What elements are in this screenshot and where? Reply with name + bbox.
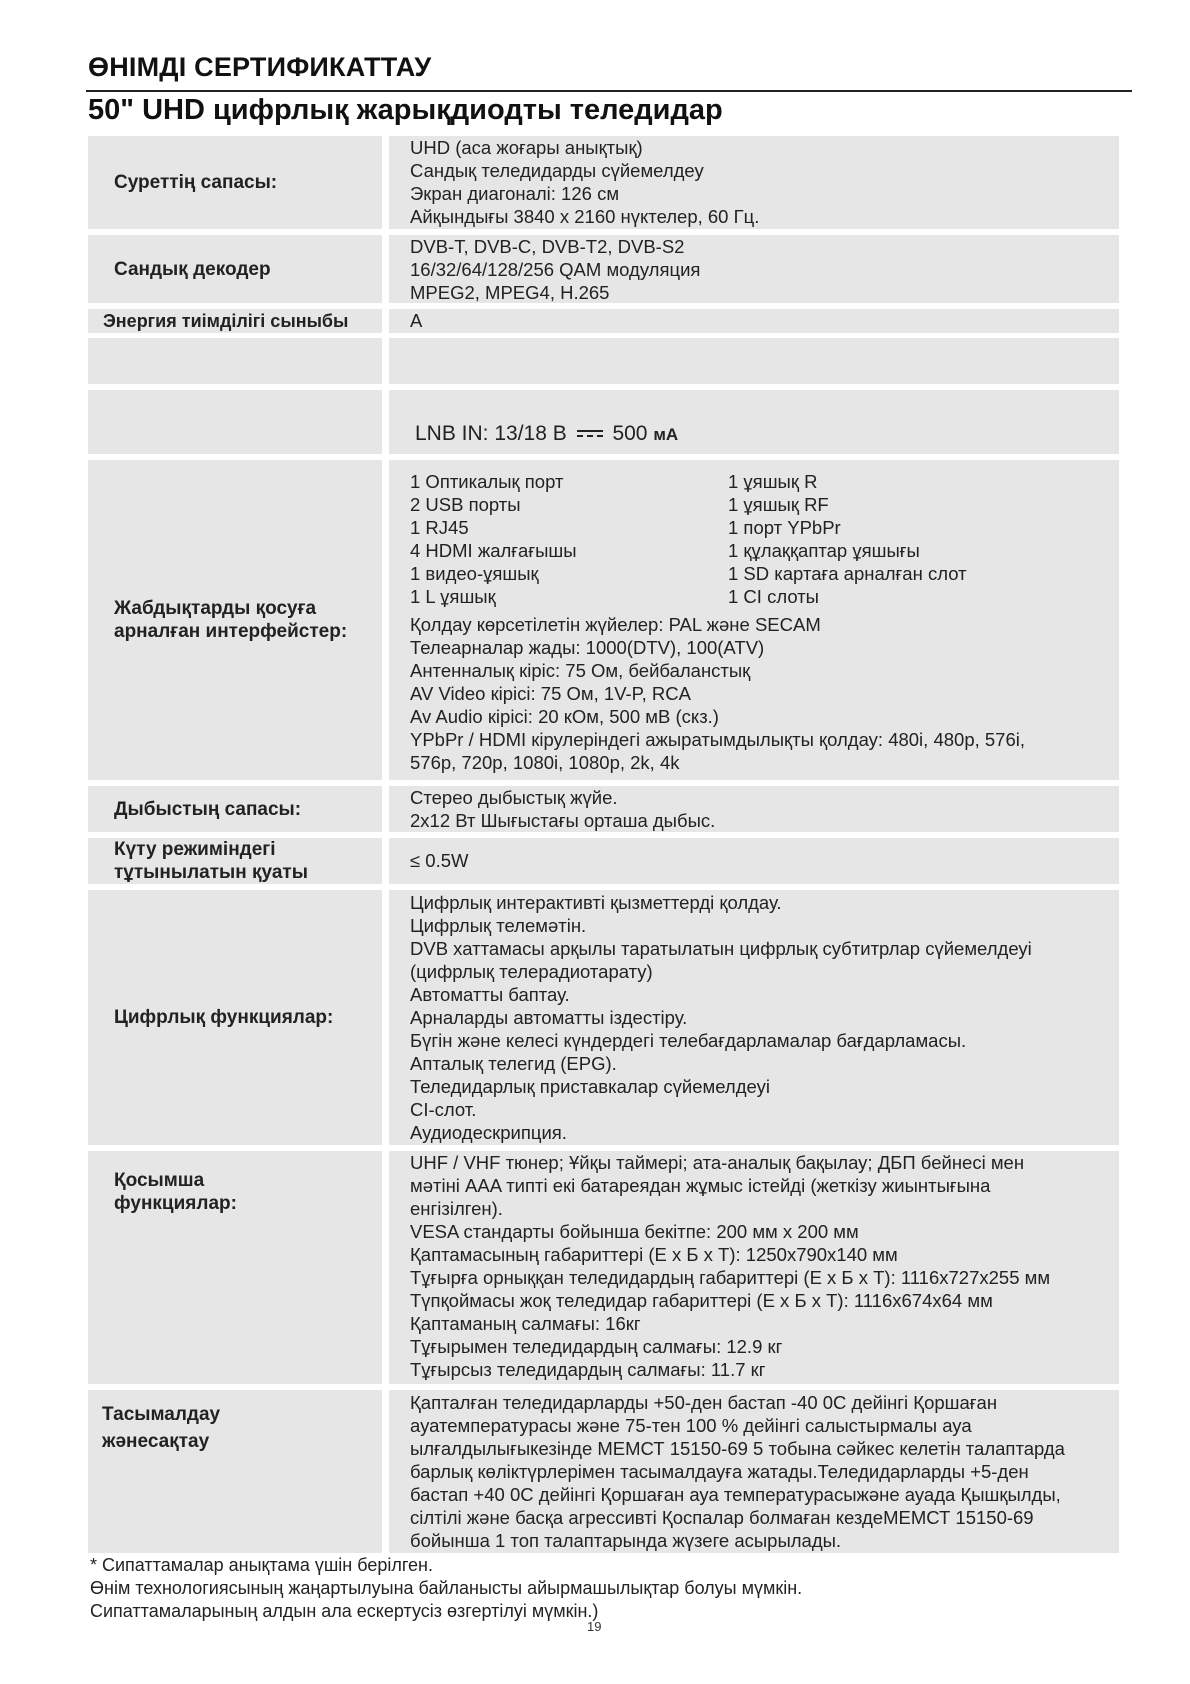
spec-line: ауатемпературасы және 75-тен 100 % дейінгі салыстырмалы ауа xyxy=(410,1415,972,1436)
spec-line: MPEG2, MPEG4, H.265 xyxy=(410,282,610,303)
title-divider xyxy=(86,90,1132,92)
spec-line: Цифрлық телемәтін. xyxy=(410,915,587,936)
spec-line: 2x12 Вт Шығыстағы орташа дыбыс. xyxy=(410,810,716,831)
port-item: 4 HDMI жалғағышы xyxy=(410,540,577,561)
spec-value xyxy=(389,1151,1119,1384)
spec-value xyxy=(389,136,1119,229)
spec-line: Қаптаманың салмағы: 16кг xyxy=(410,1313,641,1334)
spec-line: CI-слот. xyxy=(410,1099,477,1120)
port-item: 1 құлаққаптар ұяшығы xyxy=(728,540,920,561)
spec-line: DVB хаттамасы арқылы таратылатын цифрлық субтитрлар сүйемелдеуі xyxy=(410,938,1032,959)
spec-value xyxy=(389,786,1119,832)
spec-line: A xyxy=(410,310,423,331)
spec-label: Тасымалдау жәнесақтау xyxy=(88,1390,382,1553)
spec-row-lnb xyxy=(88,390,1119,454)
ports-right-list xyxy=(728,470,967,608)
spec-row-energy xyxy=(88,309,1119,333)
footnote: * Сипаттамалар анықтама үшін берілген. xyxy=(90,1555,433,1575)
spec-line: Арналарды автоматты іздестіру. xyxy=(410,1007,688,1028)
spec-label: Дыбыстың сапасы: xyxy=(88,786,382,832)
spec-line: Қаптамасының габариттері (Е х Б х Т): 1250x790x140 мм xyxy=(410,1244,898,1265)
spec-label-empty xyxy=(88,338,382,384)
spec-line: YPbPr / HDMI кірулеріндегі ажыратымдылықты қолдау: 480i, 480p, 576i, xyxy=(410,729,1025,750)
spec-row-digital xyxy=(88,890,1119,1145)
spec-line: ≤ 0.5W xyxy=(410,850,469,871)
port-item: 1 ұяшық R xyxy=(728,471,818,492)
spec-line: Қолдау көрсетілетін жүйелер: PAL және SECAM xyxy=(410,614,821,635)
spec-row-picture xyxy=(88,136,1119,229)
spec-line: Экран диагоналі: 126 см xyxy=(410,183,620,204)
spec-line: бастап +40 0С дейінгі Қоршаған ауа температурасыжәне ауада Қышқылды, xyxy=(410,1484,1061,1505)
spec-value xyxy=(389,390,1119,454)
spec-line: UHD (аса жоғары анықтық) xyxy=(410,137,643,158)
interface-details xyxy=(410,613,1025,774)
spec-line: Av Audio кірісі: 20 кОм, 500 мВ (скз.) xyxy=(410,706,719,727)
spec-row-extra xyxy=(88,1151,1119,1384)
spec-label: Қосымша функциялар: xyxy=(88,1151,382,1384)
spec-row-standby xyxy=(88,838,1119,884)
port-item: 1 видео-ұяшық xyxy=(410,563,539,584)
footnote: Өнім технологиясының жаңартылуына байланысты айырмашылықтар болуы мүмкін. xyxy=(90,1578,803,1598)
spec-line: AV Video кірісі: 75 Ом, 1V-P, RCA xyxy=(410,683,691,704)
spec-line: Тұғырға орныққан теледидардың габариттері (Е х Б х Т): 1116x727x255 мм xyxy=(410,1267,1051,1288)
spec-line: Аудиодескрипция. xyxy=(410,1122,567,1143)
spec-label: Жабдықтарды қосуға арналған интерфейстер: xyxy=(88,460,382,780)
spec-line: бойынша 1 топ талаптарында жүзеге асырылады. xyxy=(410,1530,842,1551)
spec-label: Суреттің сапасы: xyxy=(88,136,382,229)
spec-line: сілтілі және басқа агрессивті Қоспалар болмаған кездеМЕМСТ 15150-69 xyxy=(410,1507,1034,1528)
spec-line: Теледидарлық приставкалар сүйемелдеуі xyxy=(410,1076,770,1097)
spec-line: енгізілген). xyxy=(410,1198,503,1219)
spec-label: Сандық декодер xyxy=(88,235,382,303)
spec-row-interfaces xyxy=(88,460,1119,780)
section-title: ӨНІМДІ СЕРТИФИКАТТАУ xyxy=(88,52,432,82)
spec-line: Тұғырсыз теледидардың салмағы: 11.7 кг xyxy=(410,1359,766,1380)
spec-line: барлық көліктүрлерімен тасымалдауға жатады.Теледидарларды +5-ден xyxy=(410,1461,1029,1482)
spec-line: Стерео дыбыстық жүйе. xyxy=(410,787,618,808)
spec-line: Апталық телегид (EPG). xyxy=(410,1053,617,1074)
spec-line: ылғалдылығыкезінде МЕМСТ 15150-69 5 тобына сәйкес келетін талаптарда xyxy=(410,1438,1065,1459)
spec-line: (цифрлық телерадиотарату) xyxy=(410,961,653,982)
spec-line: Телеарналар жады: 1000(DTV), 100(ATV) xyxy=(410,637,765,658)
spec-value xyxy=(389,309,1119,333)
port-item: 1 RJ45 xyxy=(410,517,469,538)
spec-line: UHF / VHF тюнер; Ұйқы таймері; ата-аналық бақылау; ДБП бейнесі мен xyxy=(410,1152,1025,1173)
port-item: 1 порт YPbPr xyxy=(728,517,841,538)
dc-symbol-icon xyxy=(577,429,603,439)
spec-line: мәтіні AAA типті екі батареядан жұмыс істейді (жеткізу жиынтығына xyxy=(410,1175,991,1196)
spec-label: Энергия тиімділігі сыныбы xyxy=(88,309,382,333)
port-item: 1 Оптикалық порт xyxy=(410,471,564,492)
spec-row-decoder xyxy=(88,235,1119,303)
spec-value xyxy=(389,235,1119,303)
spec-row-transport xyxy=(88,1390,1119,1553)
lnb-input-spec xyxy=(415,422,678,446)
spec-line: Айқындығы 3840 х 2160 нүктелер, 60 Гц. xyxy=(410,206,760,227)
spec-label: Күту режиміндегі тұтынылатын қуаты xyxy=(88,838,382,884)
spec-line: VESA стандарты бойынша бекітпе: 200 мм х 200 мм xyxy=(410,1221,859,1242)
spec-line: Түпқоймасы жоқ теледидар габариттері (Е х Б х Т): 1116x674x64 мм xyxy=(410,1290,993,1311)
spec-value xyxy=(389,890,1119,1145)
page-number: 19 xyxy=(587,1619,602,1634)
ports-left-list xyxy=(410,470,577,608)
spec-line: Қапталған теледидарларды +50-ден бастап -40 0С дейінгі Қоршаған xyxy=(410,1392,998,1413)
port-item: 1 L ұяшық xyxy=(410,586,496,607)
spec-line: Антенналық кіріс: 75 Ом, бейбаланстық xyxy=(410,660,751,681)
spec-label: Цифрлық функциялар: xyxy=(88,890,382,1145)
port-item: 2 USB порты xyxy=(410,494,521,515)
product-title: 50" UHD цифрлық жарықдиодты теледидар xyxy=(88,94,723,126)
port-item: 1 CI слоты xyxy=(728,586,819,607)
spec-row-empty xyxy=(88,338,1119,384)
spec-line: DVB-T, DVB-C, DVB-T2, DVB-S2 xyxy=(410,236,685,257)
spec-value xyxy=(389,1390,1119,1553)
spec-value-empty xyxy=(389,338,1119,384)
lnb-text: LNB IN: 13/18 В xyxy=(415,422,567,445)
spec-label-empty xyxy=(88,390,382,454)
spec-line: Бүгін және келесі күндердегі телебағдарламалар бағдарламасы. xyxy=(410,1030,967,1051)
spec-line: Сандық теледидарды сүйемелдеу xyxy=(410,160,704,181)
port-item: 1 SD картаға арналған слот xyxy=(728,563,967,584)
spec-line: Автоматты баптау. xyxy=(410,984,570,1005)
port-item: 1 ұяшық RF xyxy=(728,494,829,515)
spec-line: 16/32/64/128/256 QAM модуляция xyxy=(410,259,701,280)
spec-line: 576p, 720p, 1080i, 1080p, 2k, 4k xyxy=(410,752,680,773)
spec-row-sound xyxy=(88,786,1119,832)
lnb-current: 500 xyxy=(612,422,648,445)
spec-value xyxy=(389,460,1119,780)
spec-value xyxy=(389,838,1119,884)
footnote: Сипаттамаларының алдын ала ескертусіз өзгертілуі мүмкін.) xyxy=(90,1601,599,1621)
lnb-unit: мА xyxy=(653,425,679,444)
spec-line: Тұғырымен теледидардың салмағы: 12.9 кг xyxy=(410,1336,783,1357)
spec-line: Цифрлық интерактивті қызметтерді қолдау. xyxy=(410,892,782,913)
